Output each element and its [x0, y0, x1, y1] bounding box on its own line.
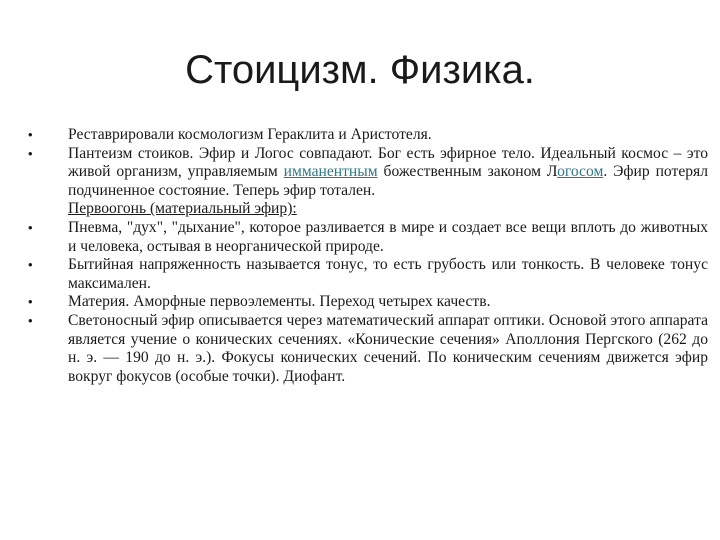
bullet-item-2: [28, 145, 708, 219]
bullet-text: [68, 145, 708, 219]
bullet-text: Реставрировали космологизм Гераклита и Аристотеля.: [68, 126, 432, 143]
bullet-text: Светоносный эфир описывается через математический аппарат оптики. Основой этого аппарата является учение о конических сечениях. «Конические сечения» Аполлония Пергского (262 до н. э. — 190 до н. э.). Фокусы конических сечений. По коническим сечениям движется эфир вокруг фокусов (особые точки). Диофант.: [68, 311, 708, 385]
text-segment: . Эфир потерял подчиненное состояние. Теперь эфир тотален.: [68, 163, 708, 199]
bullet-marker: •: [28, 312, 33, 328]
bullet-item-4: [28, 256, 708, 293]
bullet-marker: •: [28, 145, 33, 161]
slide-title: Стоицизм. Физика.: [185, 48, 535, 92]
bullet-text: Пневма, "дух", "дыхание", которое разливается в мире и создает все вещи вплоть до животных и человека, остывая в неорганической природе.: [68, 218, 708, 255]
bullet-item-3: [28, 219, 708, 256]
bullet-marker: •: [28, 257, 33, 273]
bullet-marker: •: [28, 294, 33, 310]
bullet-text: Бытийная напряженность называется тонус, то есть грубость или тонкость. В человеке тонус максимален.: [68, 256, 708, 292]
text-segment: Пантеизм стоиков. Эфир и Логос совпадают. Бог есть эфирное тело. Идеальный космос – это живой организм, управляемым: [68, 144, 708, 181]
text-segment: божественным законом Л: [377, 163, 558, 181]
immanent-link[interactable]: имманентным: [283, 163, 378, 181]
bullet-text: Материя. Аморфные первоэлементы. Переход четырех качеств.: [68, 293, 491, 311]
bullet-list: [28, 126, 708, 386]
bullet-marker: •: [28, 127, 33, 142]
logos-link[interactable]: огосом: [557, 163, 604, 181]
bullet-item-1: [28, 126, 708, 145]
bullet-marker: •: [28, 219, 33, 235]
bullet-item-5: [28, 293, 708, 312]
primordial-fire-subheading: Первоогонь (материальный эфир):: [68, 200, 297, 218]
bullet-item-6: [28, 312, 708, 386]
